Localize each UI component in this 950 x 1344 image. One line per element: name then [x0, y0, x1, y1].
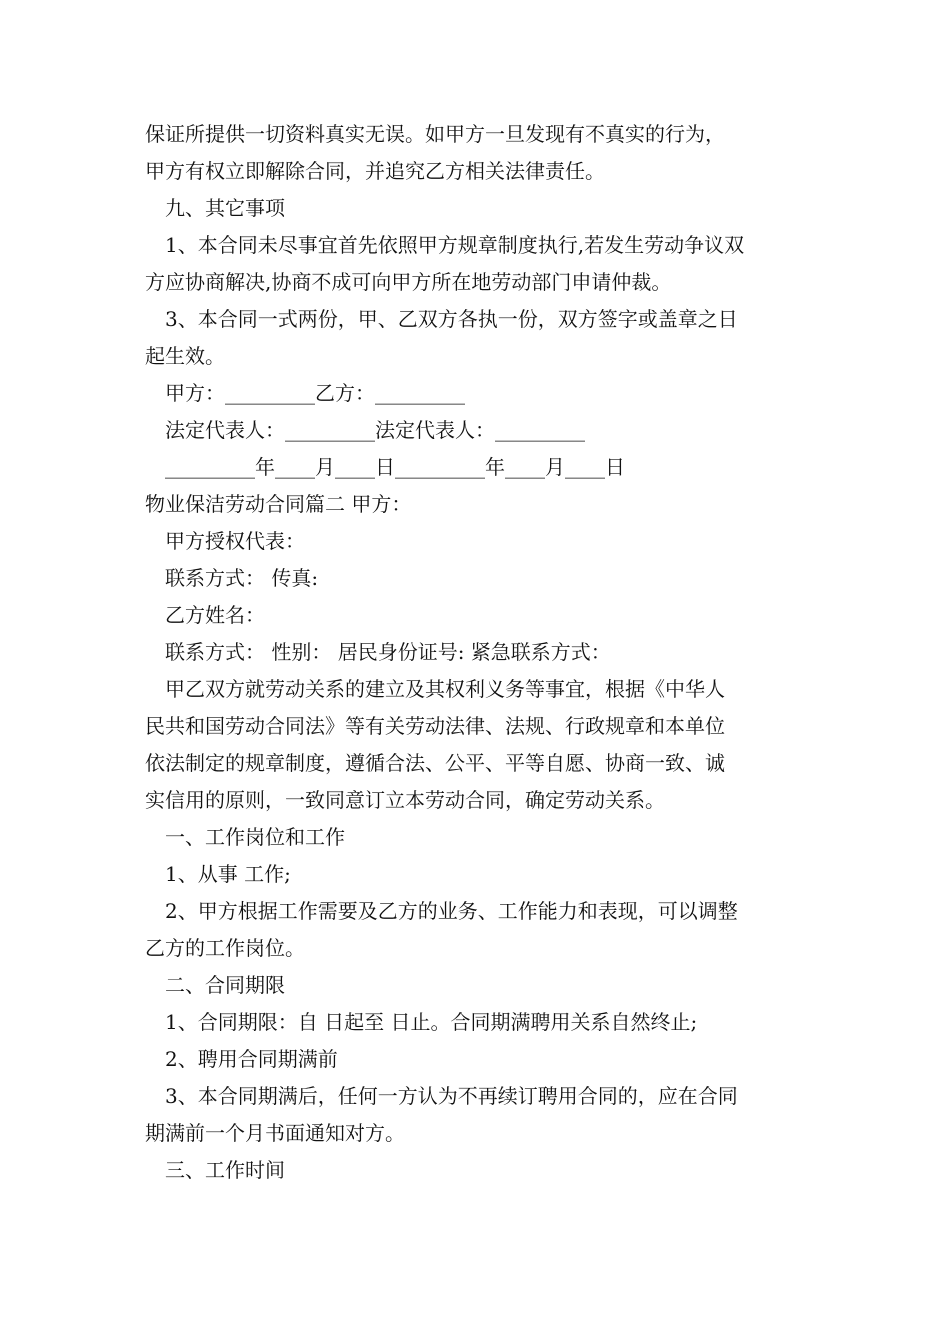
text-line: 法定代表人：_________法定代表人：_________: [165, 418, 585, 442]
text-line: 乙方的工作岗位。: [145, 936, 305, 960]
text-line: 一、工作岗位和工作: [165, 825, 345, 849]
text-line: 3、本合同期满后，任何一方认为不再续订聘用合同的，应在合同: [165, 1084, 738, 1108]
text-line: 联系方式： 性别： 居民身份证号: 紧急联系方式：: [165, 640, 611, 664]
text-line: 甲方：_________乙方：_________: [165, 381, 465, 405]
text-line: 期满前一个月书面通知对方。: [145, 1121, 405, 1145]
document-lines: [145, 116, 810, 1189]
text-line: 依法制定的规章制度，遵循合法、公平、平等自愿、协商一致、诚: [145, 751, 725, 775]
text-line: 民共和国劳动合同法》等有关劳动法律、法规、行政规章和本单位: [145, 714, 725, 738]
text-line: 实信用的原则，一致同意订立本劳动合同，确定劳动关系。: [145, 788, 665, 812]
text-line: 1、合同期限：自 日起至 日止。合同期满聘用关系自然终止;: [165, 1010, 698, 1034]
document-body: [145, 116, 810, 1189]
text-line: 保证所提供一切资料真实无误。如甲方一旦发现有不真实的行为，: [145, 122, 725, 146]
text-line: 起生效。: [145, 344, 225, 368]
text-line: 3、本合同一式两份，甲、乙双方各执一份，双方签字或盖章之日: [165, 307, 738, 331]
text-line: 1、从事 工作;: [165, 862, 291, 886]
text-line: 甲方有权立即解除合同，并追究乙方相关法律责任。: [145, 159, 605, 183]
text-line: 2、甲方根据工作需要及乙方的业务、工作能力和表现，可以调整: [165, 899, 738, 923]
text-line: 二、合同期限: [165, 973, 285, 997]
text-line: 物业保洁劳动合同篇二 甲方：: [145, 492, 412, 516]
text-line: 甲方授权代表：: [165, 529, 305, 553]
text-line: 2、聘用合同期满前: [165, 1047, 338, 1071]
text-line: 1、本合同未尽事宜首先依照甲方规章制度执行,若发生劳动争议双: [165, 233, 745, 257]
text-line: 九、其它事项: [165, 196, 285, 220]
text-line: 三、工作时间: [165, 1158, 285, 1182]
text-line: _________年____月____日_________年____月____日: [165, 455, 625, 479]
text-line: 乙方姓名：: [165, 603, 265, 627]
text-line: 方应协商解决,协商不成可向甲方所在地劳动部门申请仲裁。: [145, 270, 672, 294]
text-line: 甲乙双方就劳动关系的建立及其权利义务等事宜，根据《中华人: [165, 677, 725, 701]
text-line: 联系方式： 传真:: [165, 566, 319, 590]
